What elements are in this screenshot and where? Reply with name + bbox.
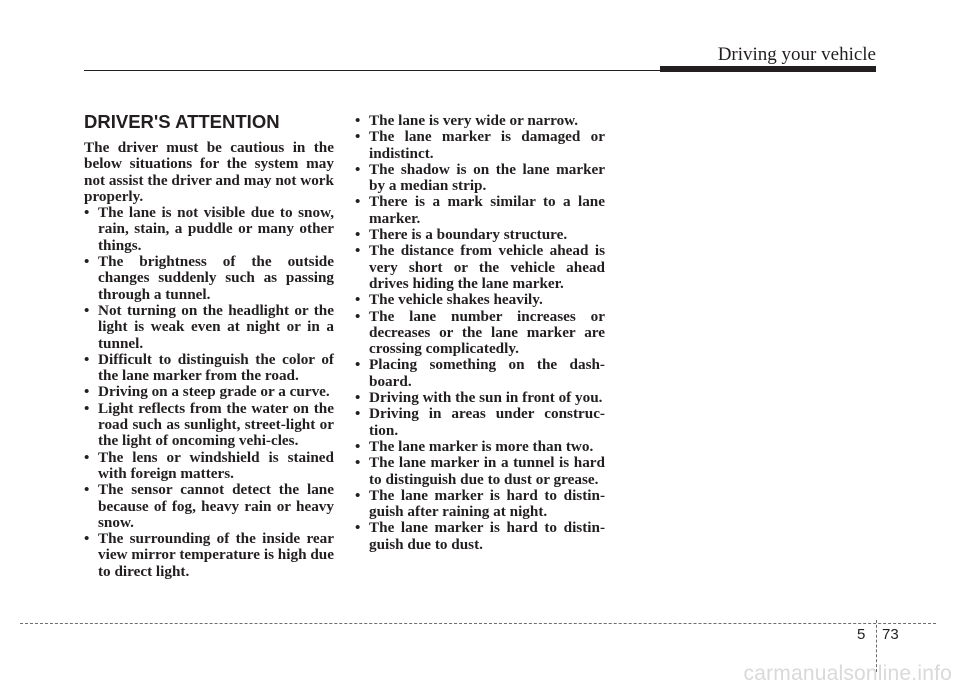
- bullet-icon: •: [355, 193, 361, 211]
- bullet-icon: •: [355, 226, 361, 244]
- list-item: [84, 531, 334, 580]
- header-rule-accent: [660, 66, 876, 72]
- list-item: [355, 227, 605, 243]
- bullet-icon: •: [355, 519, 361, 537]
- bullet-icon: •: [84, 301, 90, 319]
- chapter-number: 5: [857, 626, 866, 643]
- list-item-text: Not turning on the headlight or the light is weak even at night or in a tunnel.: [98, 301, 334, 352]
- list-item-text: Difficult to distinguish the color of the lane marker from the road.: [98, 350, 334, 385]
- list-item: [355, 390, 605, 406]
- page-number: 73: [882, 626, 899, 643]
- bullet-icon: •: [84, 204, 90, 222]
- bullet-icon: •: [84, 350, 90, 368]
- bullet-icon: •: [355, 291, 361, 309]
- list-item-text: Placing something on the dash-board.: [369, 356, 605, 390]
- list-item-text: The lane is very wide or narrow.: [369, 112, 579, 129]
- list-item-text: The shadow is on the lane marker by a median strip.: [369, 160, 605, 195]
- intro-paragraph: The driver must be cautious in the below situations for the system may not assist the driver and may not work properly.: [84, 139, 334, 205]
- list-item: [355, 113, 605, 129]
- list-item-text: The lane marker in a tunnel is hard to distinguish due to dust or grease.: [369, 454, 605, 488]
- list-item: [355, 520, 605, 553]
- list-item: [84, 482, 334, 531]
- header-rule: [84, 70, 660, 71]
- list-item: [355, 194, 605, 227]
- bullet-icon: •: [84, 481, 90, 499]
- list-item: [355, 309, 605, 358]
- list-item: [84, 384, 334, 400]
- bullet-icon: •: [355, 486, 361, 504]
- list-item: [84, 401, 334, 450]
- list-item: [84, 450, 334, 483]
- left-bullet-list: [84, 205, 334, 580]
- bullet-icon: •: [355, 242, 361, 260]
- list-item: [84, 303, 334, 352]
- list-item-text: The lane marker is hard to distin-guish due to dust.: [369, 519, 605, 553]
- list-item: [355, 129, 605, 162]
- list-item: [355, 162, 605, 195]
- right-column: [355, 113, 605, 553]
- bullet-icon: •: [84, 448, 90, 466]
- list-item: [355, 406, 605, 439]
- list-item-text: The brightness of the outside changes suddenly such as passing through a tunnel.: [98, 253, 334, 303]
- list-item: [355, 292, 605, 308]
- bullet-icon: •: [355, 389, 361, 407]
- list-item: [355, 488, 605, 521]
- list-item-text: There is a mark similar to a lane marker.: [369, 193, 605, 227]
- bullet-icon: •: [84, 383, 90, 401]
- bullet-icon: •: [355, 112, 361, 129]
- list-item-text: The lane marker is more than two.: [369, 437, 594, 455]
- watermark: carmanualsonline.info: [743, 662, 952, 685]
- bullet-icon: •: [355, 307, 361, 325]
- bullet-icon: •: [355, 128, 361, 146]
- section-title: DRIVER'S ATTENTION: [84, 111, 280, 132]
- list-item: [355, 357, 605, 390]
- list-item-text: Driving on a steep grade or a curve.: [98, 383, 330, 401]
- bullet-icon: •: [84, 253, 90, 271]
- list-item: [84, 352, 334, 385]
- bullet-icon: •: [355, 405, 361, 423]
- footer-rule: [20, 623, 936, 624]
- list-item: [355, 439, 605, 455]
- list-item-text: Light reflects from the water on the road such as sunlight, street-light or the light of oncoming vehi-cles.: [98, 399, 334, 450]
- list-item-text: The vehicle shakes heavily.: [369, 291, 543, 309]
- list-item: [355, 455, 605, 488]
- list-item-text: The lane marker is damaged or indistinct.: [369, 128, 605, 162]
- header-title: Driving your vehicle: [717, 44, 876, 65]
- list-item-text: The lens or windshield is stained with foreign matters.: [98, 448, 334, 482]
- list-item: [84, 205, 334, 254]
- bullet-icon: •: [355, 437, 361, 455]
- list-item-text: The distance from vehicle ahead is very short or the vehicle ahead drives hiding the lane marker.: [369, 242, 605, 292]
- list-item-text: The lane number increases or decreases or the lane marker are crossing complicatedly.: [369, 307, 605, 358]
- list-item-text: Driving with the sun in front of you.: [369, 389, 603, 407]
- right-bullet-list: [355, 113, 605, 553]
- list-item: [355, 243, 605, 292]
- bullet-icon: •: [355, 454, 361, 472]
- list-item-text: The lane is not visible due to snow, rain, stain, a puddle or many other things.: [98, 204, 334, 254]
- bullet-icon: •: [355, 160, 361, 178]
- bullet-icon: •: [84, 530, 90, 548]
- list-item-text: Driving in areas under construc-tion.: [369, 405, 605, 439]
- list-item: [84, 254, 334, 303]
- bullet-icon: •: [355, 356, 361, 374]
- list-item-text: There is a boundary structure.: [369, 226, 568, 244]
- bullet-icon: •: [84, 399, 90, 417]
- list-item-text: The surrounding of the inside rear view mirror temperature is high due to direct light.: [98, 530, 334, 580]
- left-column: [84, 112, 334, 580]
- list-item-text: The sensor cannot detect the lane because of fog, heavy rain or heavy snow.: [98, 481, 334, 531]
- list-item-text: The lane marker is hard to distin-guish after raining at night.: [369, 486, 605, 521]
